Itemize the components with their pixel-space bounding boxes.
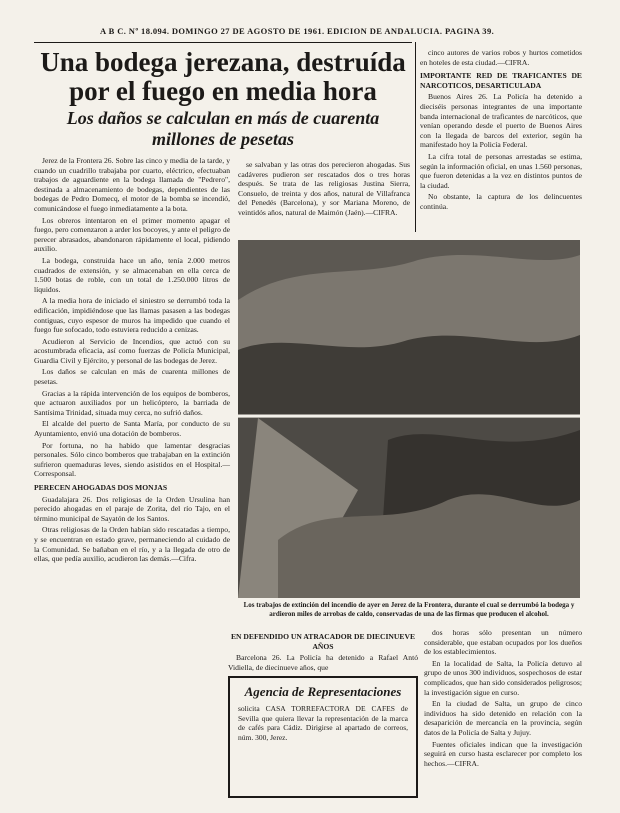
paragraph: Los obreros intentaron en el primer momento apagar el fuego, pero comenzaron a arder los bocoyes, y ante el peligro de perecer abrasados, abandonaron rápidamente el local, pidiendo auxilio. <box>34 215 230 254</box>
advertisement-box <box>228 676 418 798</box>
section-title: EN DEFENDIDO UN ATRACADOR DE DIECINUEVE AÑOS <box>230 632 416 651</box>
paragraph: Acudieron al Servicio de Incendios, que actuó con su acostumbrada eficacia, así como fuerzas de Policía Municipal, Guardia Civil y Ejército, y personal de las bodegas de Jerez. <box>34 336 230 365</box>
paragraph: La cifra total de personas arrestadas se estima, según la información oficial, en unas 1.560 personas, que fueron detenidas a la vez en distintos puntos de la ciudad. <box>420 151 582 190</box>
subhead: Los daños se calculan en más de cuarenta millones de pesetas <box>66 108 380 149</box>
paragraph: se salvaban y las otras dos perecieron ahogadas. Sus cadáveres pudieron ser rescatados dos o tres horas después. Se trata de las religiosas Justina Sierra, Consuelo, de treinta y dos años, natural de Villafranca del Penedés (Barcelona), y sor Mariana Moreno, de veintidós años, natural de Maimón (Jaén).—CIFRA. <box>238 160 410 217</box>
paragraph: Guadalajara 26. Dos religiosas de la Orden Ursulina han perecido ahogadas en el paraje de Zorita, del río Tajo, en el término municipal de Sayatón de los Santos. <box>34 494 230 523</box>
mid-bottom-column <box>228 628 418 674</box>
paragraph: La bodega, construida hace un año, tenía 2.000 metros cuadrados de extensión, y se almacenaban en ella cerca de 1.500 botas de roble, con un total de 1.250.000 litros de líquidos. <box>34 255 230 294</box>
right-column <box>420 48 582 214</box>
ad-title: Agencia de Representaciones <box>244 684 402 699</box>
paragraph: Otras religiosas de la Orden habían sido rescatadas a tiempo, y se encuentran en estado grave, permaneciendo al cuidado de la Comunidad. Se bañaban en el río, y a la llegada de otro de ellas, que pedía auxilio, acudieron las demás.—Cifra. <box>34 525 230 564</box>
paragraph: Los daños se calculan en más de cuarenta millones de pesetas. <box>34 367 230 387</box>
right-bottom-column <box>424 628 582 770</box>
left-column <box>34 156 230 566</box>
paragraph: En la ciudad de Salta, un grupo de cinco individuos ha sido detenido en relación con la desaparición de mercancía en la provincia, según datos de la Policía de Salta y Jujuy. <box>424 699 582 737</box>
section-title: IMPORTANTE RED DE TRAFICANTES DE NARCOTICOS, DESARTICULADA <box>420 71 582 90</box>
paragraph: Gracias a la rápida intervención de los equipos de bomberos, que actuaron auxiliados por un helicóptero, la barriada de Santísima Trinidad, situada muy cerca, no sufrió daños. <box>34 388 230 417</box>
paragraph: A la media hora de iniciado el siniestro se derrumbó toda la edificación, impidiéndose que las llamas pasasen a las bodegas contiguas, cuyo espesor de muros ha impedido que cuando el fuego fue sofocado, todo estuviera reducido a cenizas. <box>34 296 230 335</box>
paragraph: dos horas sólo presentan un número considerable, que estaban ocupados por los dueños de los establecimientos. <box>424 628 582 657</box>
photo-image <box>238 240 580 598</box>
paragraph: No obstante, la captura de los delincuentes continúa. <box>420 192 582 211</box>
headline: Una bodega jerezana, destruída por el fuego en media hora <box>40 47 406 106</box>
paragraph: Buenos Aires 26. La Policía ha detenido a dieciséis personas integrantes de una importante banda internacional de traficantes de narcóticos, que venían operando desde el puerto de Buenos Aires con la llegada de barcos del exterior, según ha manifestado hoy la Policía Federal. <box>420 92 582 150</box>
ad-body: solicita CASA TORREFACTORA DE CAFES de Sevilla que quiera llevar la representación de la marca de cafés para Cádiz. Dirigirse al apartado de correos, núm. 300, Jerez. <box>238 704 408 742</box>
paragraph: En la localidad de Salta, la Policía detuvo al grupo de unos 300 individuos, sospechosos de estar complicados, que han sido considerados peligrosos; la investigación sigue en curso. <box>424 658 582 697</box>
section-title: PERECEN AHOGADAS DOS MONJAS <box>34 483 168 492</box>
paragraph: El alcalde del puerto de Santa María, por conducto de su Ayuntamiento, envió una dotación de bomberos. <box>34 419 230 439</box>
header-rule <box>34 42 412 43</box>
column-rule <box>415 42 416 232</box>
news-photo <box>238 240 580 598</box>
paragraph: Barcelona 26. La Policía ha detenido a Rafael Antó Vidiella, de diecinueve años, que <box>228 653 418 672</box>
photo-caption: Los trabajos de extinción del incendio de ayer en Jerez de la Frontera, durante el cual se derrumbó la bodega y ardieron miles de arrobas de caldo, conservadas de una de las firmas que producen el alcohol. <box>243 601 575 618</box>
paragraph: cinco autores de varios robos y hurtos cometidos en hoteles de esta ciudad.—CIFRA. <box>420 48 582 67</box>
paragraph: Jerez de la Frontera 26. Sobre las cinco y media de la tarde, y cuando un cuadrillo trabajaba por cuarto, eléctrico, efectuaban trabajos de aguardiente en la bodega llamada de "Pedrero", destinada a almacenamiento de bodegas, dependientes de las bodegas de Pedro Domecq, el motor de la bomba se incendió, comunicándose el fuego inmediatamente a la bota. <box>34 156 230 213</box>
page-header: A B C. Nº 18.094. DOMINGO 27 DE AGOSTO DE 1961. EDICION DE ANDALUCIA. PAGINA 39. <box>100 26 495 36</box>
mid-column <box>238 160 410 220</box>
paragraph: Fuentes oficiales indican que la investigación seguirá en curso hasta esclarecer por completo los hechos.—CIFRA. <box>424 739 582 768</box>
paragraph: Por fortuna, no ha habido que lamentar desgracias personales. Sólo cinco bomberos que trabajaban en la extinción sufrieron quemaduras leves, siendo asistidos en el Hospital.—Corresponsal. <box>34 440 230 479</box>
